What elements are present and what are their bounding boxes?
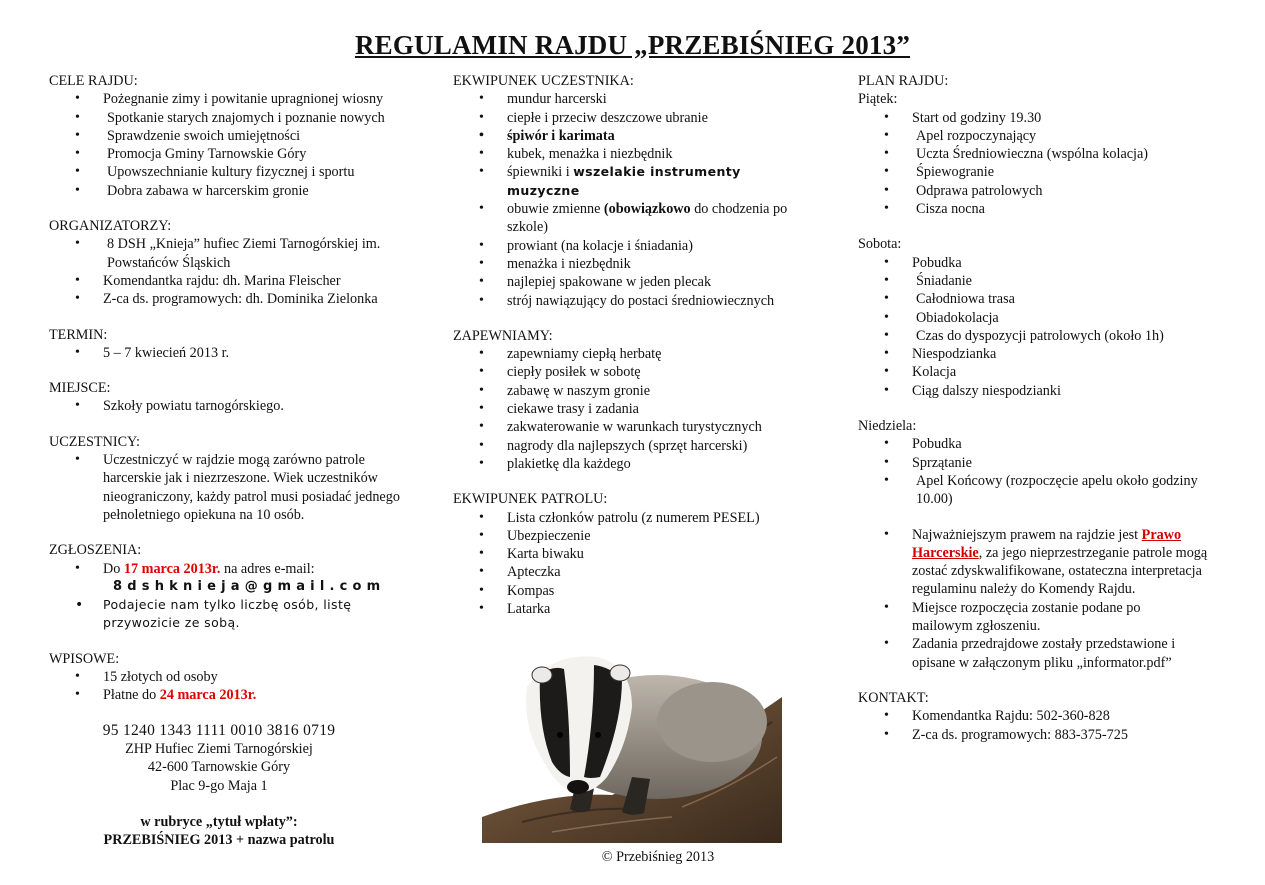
list-item: • Karta biwaku [507,545,823,563]
rules-list [858,526,1228,672]
date-heading: TERMIN: [49,326,108,343]
friday-list [858,109,1228,219]
list-item: • Latarka [507,600,823,618]
saturday-label: Sobota: [858,236,902,253]
patrol-gear-section [453,490,823,618]
gear-instruments: wszelakie instrumenty muzyczne [507,164,741,198]
date-section [49,326,419,363]
list-item: • Spotkanie starych znajomych i poznanie nowych [103,109,419,127]
list-item: • Niespodzianka [912,345,1228,363]
date-list [49,344,419,362]
list-item: • Śpiewogranie [912,163,1228,181]
right-column [858,72,1228,761]
list-item: • ciepły posiłek w sobotę [507,363,823,381]
list-item: • zakwaterowanie w warunkach turystycznych [507,418,823,436]
payment-title-line-1: w rubryce „tytuł wpłaty”: [140,813,298,830]
list-item: • zabawę w naszym gronie [507,382,823,400]
bank-account-number: 95 1240 1343 1111 0010 3816 0719 [102,721,336,739]
contact-heading: KONTAKT: [858,689,929,706]
list-item [103,560,419,578]
fee-heading: WPISOWE: [49,650,120,667]
fee-section [49,650,419,850]
list-item: • Promocja Gminy Tarnowskie Góry [103,145,419,163]
list-item: • mundur harcerski [507,90,823,108]
contact-section [858,689,1228,744]
list-item: • Śniadanie [912,272,1228,290]
goals-list [49,90,419,200]
list-item [507,163,767,200]
sunday-label: Niedziela: [858,418,917,435]
registration-list [49,560,419,578]
list-item: • 15 złotych od osoby [103,668,419,686]
gear-shoes-post: do chodzenia po szkole) [507,201,788,236]
gear-shoes-pre: obuwie zmienne [507,201,604,218]
list-item: • Ubezpieczenie [507,527,823,545]
list-item: • nagrody dla najlepszych (sprzęt harcerski) [507,437,823,455]
bank-line-2: 42-600 Tarnowskie Góry [147,759,291,776]
list-item: • Miejsce rozpoczęcia zostanie podane po mailowym zgłoszeniu. [912,599,1202,636]
list-item: • Uczestniczyć w rajdzie mogą zarówno patrole harcerskie jak i niezrzeszone. Wiek uczestników nieograniczony, każdy patrol musi posiadać jednego pełnoletniego opiekuna na 10 osób. [103,451,403,524]
list-item: • ciepłe i przeciw deszczowe ubranie [507,109,823,127]
list-item: • Komendantka rajdu: dh. Marina Fleischer [103,272,419,290]
patrol-gear-list [453,509,823,619]
list-item: • Sprzątanie [912,454,1228,472]
list-item: • Uczta Średniowieczna (wspólna kolacja) [912,145,1228,163]
payment-title-line-2: PRZEBIŚNIEG 2013 + nazwa patrolu [103,832,335,849]
badger-photo [482,627,782,843]
gear-songbooks: śpiewniki i [507,164,574,181]
organizers-heading: ORGANIZATORZY: [49,218,172,235]
provided-heading: ZAPEWNIAMY: [453,327,553,344]
participant-gear-list [453,90,823,310]
list-item: • ciekawe trasy i zadania [507,400,823,418]
bank-line-1: ZHP Hufiec Ziemi Tarnogórskiej [125,740,313,757]
goals-section [49,72,419,200]
organizers-section [49,217,419,308]
bank-line-3: Plac 9-go Maja 1 [170,777,268,794]
registration-text-post: na adres e-mail: [220,560,315,577]
fee-deadline: 24 marca 2013r. [159,687,257,704]
sunday-list [858,435,1228,508]
gear-shoes-mandatory: (obowiązkowo [603,201,691,218]
provided-section [453,327,823,473]
list-item: • Z-ca ds. programowych: 883-375-725 [912,726,1228,744]
list-item [103,686,419,704]
list-item: • Czas do dyspozycji patrolowych (około 1h) [912,327,1228,345]
registration-email: 8dshknieja@gmail.com [113,578,386,594]
registration-list-2 [49,596,419,633]
list-item: • Z-ca ds. programowych: dh. Dominika Zielonka [103,290,419,308]
bank-details [59,722,379,795]
list-item: • Kompas [507,582,823,600]
list-item: • Lista członków patrolu (z numerem PESEL) [507,509,823,527]
list-item: • Szkoły powiatu tarnogórskiego. [103,397,419,415]
saturday-list [858,254,1228,400]
rule-1-pre: Najważniejszym prawem na rajdzie jest [912,526,1142,543]
goals-heading: CELE RAJDU: [49,73,138,89]
list-item: • Sprawdzenie swoich umiejętności [103,127,419,145]
list-item: • Kolacja [912,363,1228,381]
registration-section [49,541,419,632]
list-item: • Upowszechnianie kultury fizycznej i sportu [103,163,419,181]
list-item: • menażka i niezbędnik [507,255,823,273]
place-section [49,379,419,416]
list-item: • Podajecie nam tylko liczbę osób, listę przywozicie ze sobą. [103,596,393,633]
rules-section [858,526,1228,672]
participants-heading: UCZESTNICY: [49,433,140,450]
plan-heading: PLAN RAJDU: [858,73,949,89]
copyright-caption: © Przebiśnieg 2013 [601,849,715,865]
list-item: • najlepiej spakowane w jeden plecak [507,273,823,291]
list-item: • Całodniowa trasa [912,290,1228,308]
list-item: • 5 – 7 kwiecień 2013 r. [103,344,419,362]
list-item: • Start od godziny 19.30 [912,109,1228,127]
place-list [49,397,419,415]
page-title: REGULAMIN RAJDU „PRZEBIŚNIEG 2013” [354,30,911,60]
list-item: • Cisza nocna [912,200,1228,218]
patrol-gear-heading: EKWIPUNEK PATROLU: [453,491,608,508]
list-item: • Ciąg dalszy niespodzianki [912,382,1228,400]
participants-list [49,451,419,524]
list-item: • strój nawiązujący do postaci średniowiecznych [507,292,823,310]
participant-gear-section [453,72,823,310]
list-item: • śpiwór i karimata [507,127,823,145]
list-item: • Pożegnanie zimy i powitanie upragnionej wiosny [103,90,419,108]
provided-list [453,345,823,473]
participants-section [49,433,419,524]
participant-gear-heading: EKWIPUNEK UCZESTNIKA: [453,73,634,89]
registration-text-pre: Do [103,560,124,577]
saturday-section [858,235,1228,400]
list-item: • prowiant (na kolacje i śniadania) [507,237,823,255]
list-item: • Zadania przedrajdowe zostały przedstawione i opisane w załączonym pliku „informator.pdf” [912,635,1212,672]
registration-deadline: 17 marca 2013r. [123,560,221,577]
list-item: • Odprawa patrolowych [912,182,1228,200]
friday-label: Piątek: [858,91,898,108]
list-item: • Dobra zabawa w harcerskim gronie [103,182,419,200]
list-item: • Pobudka [912,254,1228,272]
fee-list [49,668,419,705]
sunday-section [858,417,1228,508]
list-item [507,200,817,237]
fee-deadline-pre: Płatne do [103,687,160,704]
list-item: • Obiadokolacja [912,309,1228,327]
contact-list [858,707,1228,744]
friday-section [858,90,1228,218]
list-item: • Pobudka [912,435,1228,453]
registration-heading: ZGŁOSZENIA: [49,542,142,559]
list-item: • Apel rozpoczynający [912,127,1228,145]
list-item: • Komendantka Rajdu: 502-360-828 [912,707,1228,725]
list-item: • 8 DSH „Knieja” hufiec Ziemi Tarnogórskiej im. Powstańców Śląskich [103,235,407,272]
list-item: • plakietkę dla każdego [507,455,823,473]
left-column [49,72,419,866]
list-item: • Apel Końcowy (rozpoczęcie apelu około godziny 10.00) [912,472,1226,509]
place-heading: MIEJSCE: [49,380,111,397]
payment-title-note [49,813,389,850]
list-item [912,526,1212,599]
scout-law-link[interactable]: Prawo Harcerskie [912,526,1182,561]
middle-column [453,72,823,635]
list-item: • zapewniamy ciepłą herbatę [507,345,823,363]
rule-1-post: , za jego nieprzestrzeganie patrole mogą zostać zdyskwalifikowane, ostateczna interpretacja regulaminu należy do Komendy Rajdu. [912,544,1208,598]
list-item: • kubek, menażka i niezbędnik [507,145,823,163]
list-item: • Apteczka [507,563,823,581]
organizers-list [49,235,419,308]
